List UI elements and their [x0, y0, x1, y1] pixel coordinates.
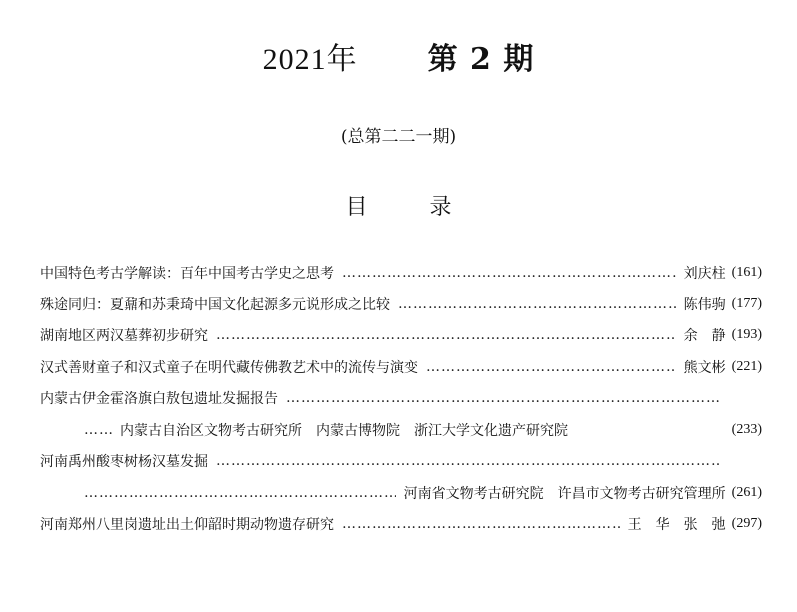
- toc-entry-continuation[interactable]: [84, 479, 762, 507]
- toc-entry-title: 河南郑州八里岗遗址出土仰韶时期动物遗存研究: [40, 517, 334, 533]
- total-issue-number: (总第二二一期): [340, 127, 457, 147]
- toc-entry-page: (161): [731, 265, 762, 280]
- leader-dots: [426, 359, 676, 375]
- toc-entry-continuation[interactable]: [84, 416, 762, 444]
- toc-entry-page: (193): [731, 327, 762, 342]
- issue-title: [0, 34, 797, 78]
- leader-dots: [342, 265, 676, 281]
- contents-heading: 目录: [345, 195, 514, 220]
- toc-entry-author: 熊文彬: [683, 360, 726, 376]
- leader-dots: [84, 485, 396, 501]
- issue-year: 2021年: [262, 43, 358, 76]
- toc-entry[interactable]: [40, 321, 762, 349]
- toc-entry-title: 汉式善财童子和汉式童子在明代藏传佛教艺术中的流传与演变: [40, 360, 418, 376]
- toc-entry-author: 陈伟驹: [683, 297, 726, 313]
- toc-entry[interactable]: [40, 384, 720, 412]
- toc-entry[interactable]: [40, 353, 762, 381]
- toc-entry[interactable]: [40, 259, 762, 287]
- leader-dots: [398, 296, 676, 312]
- toc-entry-page: (221): [731, 359, 762, 374]
- issue-number: 第 2 期: [427, 42, 535, 77]
- toc-entry-page: (177): [731, 296, 762, 311]
- toc-entry-title: 中国特色考古学解读：百年中国考古学史之思考: [40, 266, 334, 282]
- toc-entry-author: 王 华 张 弛: [627, 517, 726, 533]
- toc-entry-author: 内蒙古自治区文物考古研究所 内蒙古博物院 浙江大学文化遗产研究院: [120, 423, 568, 439]
- leader-dots: [216, 453, 720, 469]
- toc-entry-author: 刘庆柱: [683, 266, 726, 282]
- toc-entry-title: 内蒙古伊金霍洛旗白敖包遗址发掘报告: [40, 391, 278, 407]
- toc-entry[interactable]: [40, 290, 762, 318]
- leader-dots: [286, 390, 720, 406]
- toc-entry-page: (233): [731, 422, 762, 437]
- leader-dots: [216, 327, 676, 343]
- toc-entry-author: 河南省文物考古研究院 许昌市文物考古研究管理所: [403, 486, 726, 502]
- toc-entry-page: (297): [731, 516, 762, 531]
- toc-entry-title: 殊途同归：夏鼐和苏秉琦中国文化起源多元说形成之比较: [40, 297, 390, 313]
- toc-entry-title: 河南禹州酸枣树杨汉墓发掘: [40, 454, 208, 470]
- leader-dots: [84, 422, 112, 438]
- toc-entry-author: 余 静: [683, 328, 726, 344]
- toc-entry-page: (261): [731, 485, 762, 500]
- leader-dots: [342, 516, 620, 532]
- toc-entry[interactable]: [40, 447, 720, 475]
- toc-entry-title: 湖南地区两汉墓葬初步研究: [40, 328, 208, 344]
- toc-entry[interactable]: [40, 510, 762, 538]
